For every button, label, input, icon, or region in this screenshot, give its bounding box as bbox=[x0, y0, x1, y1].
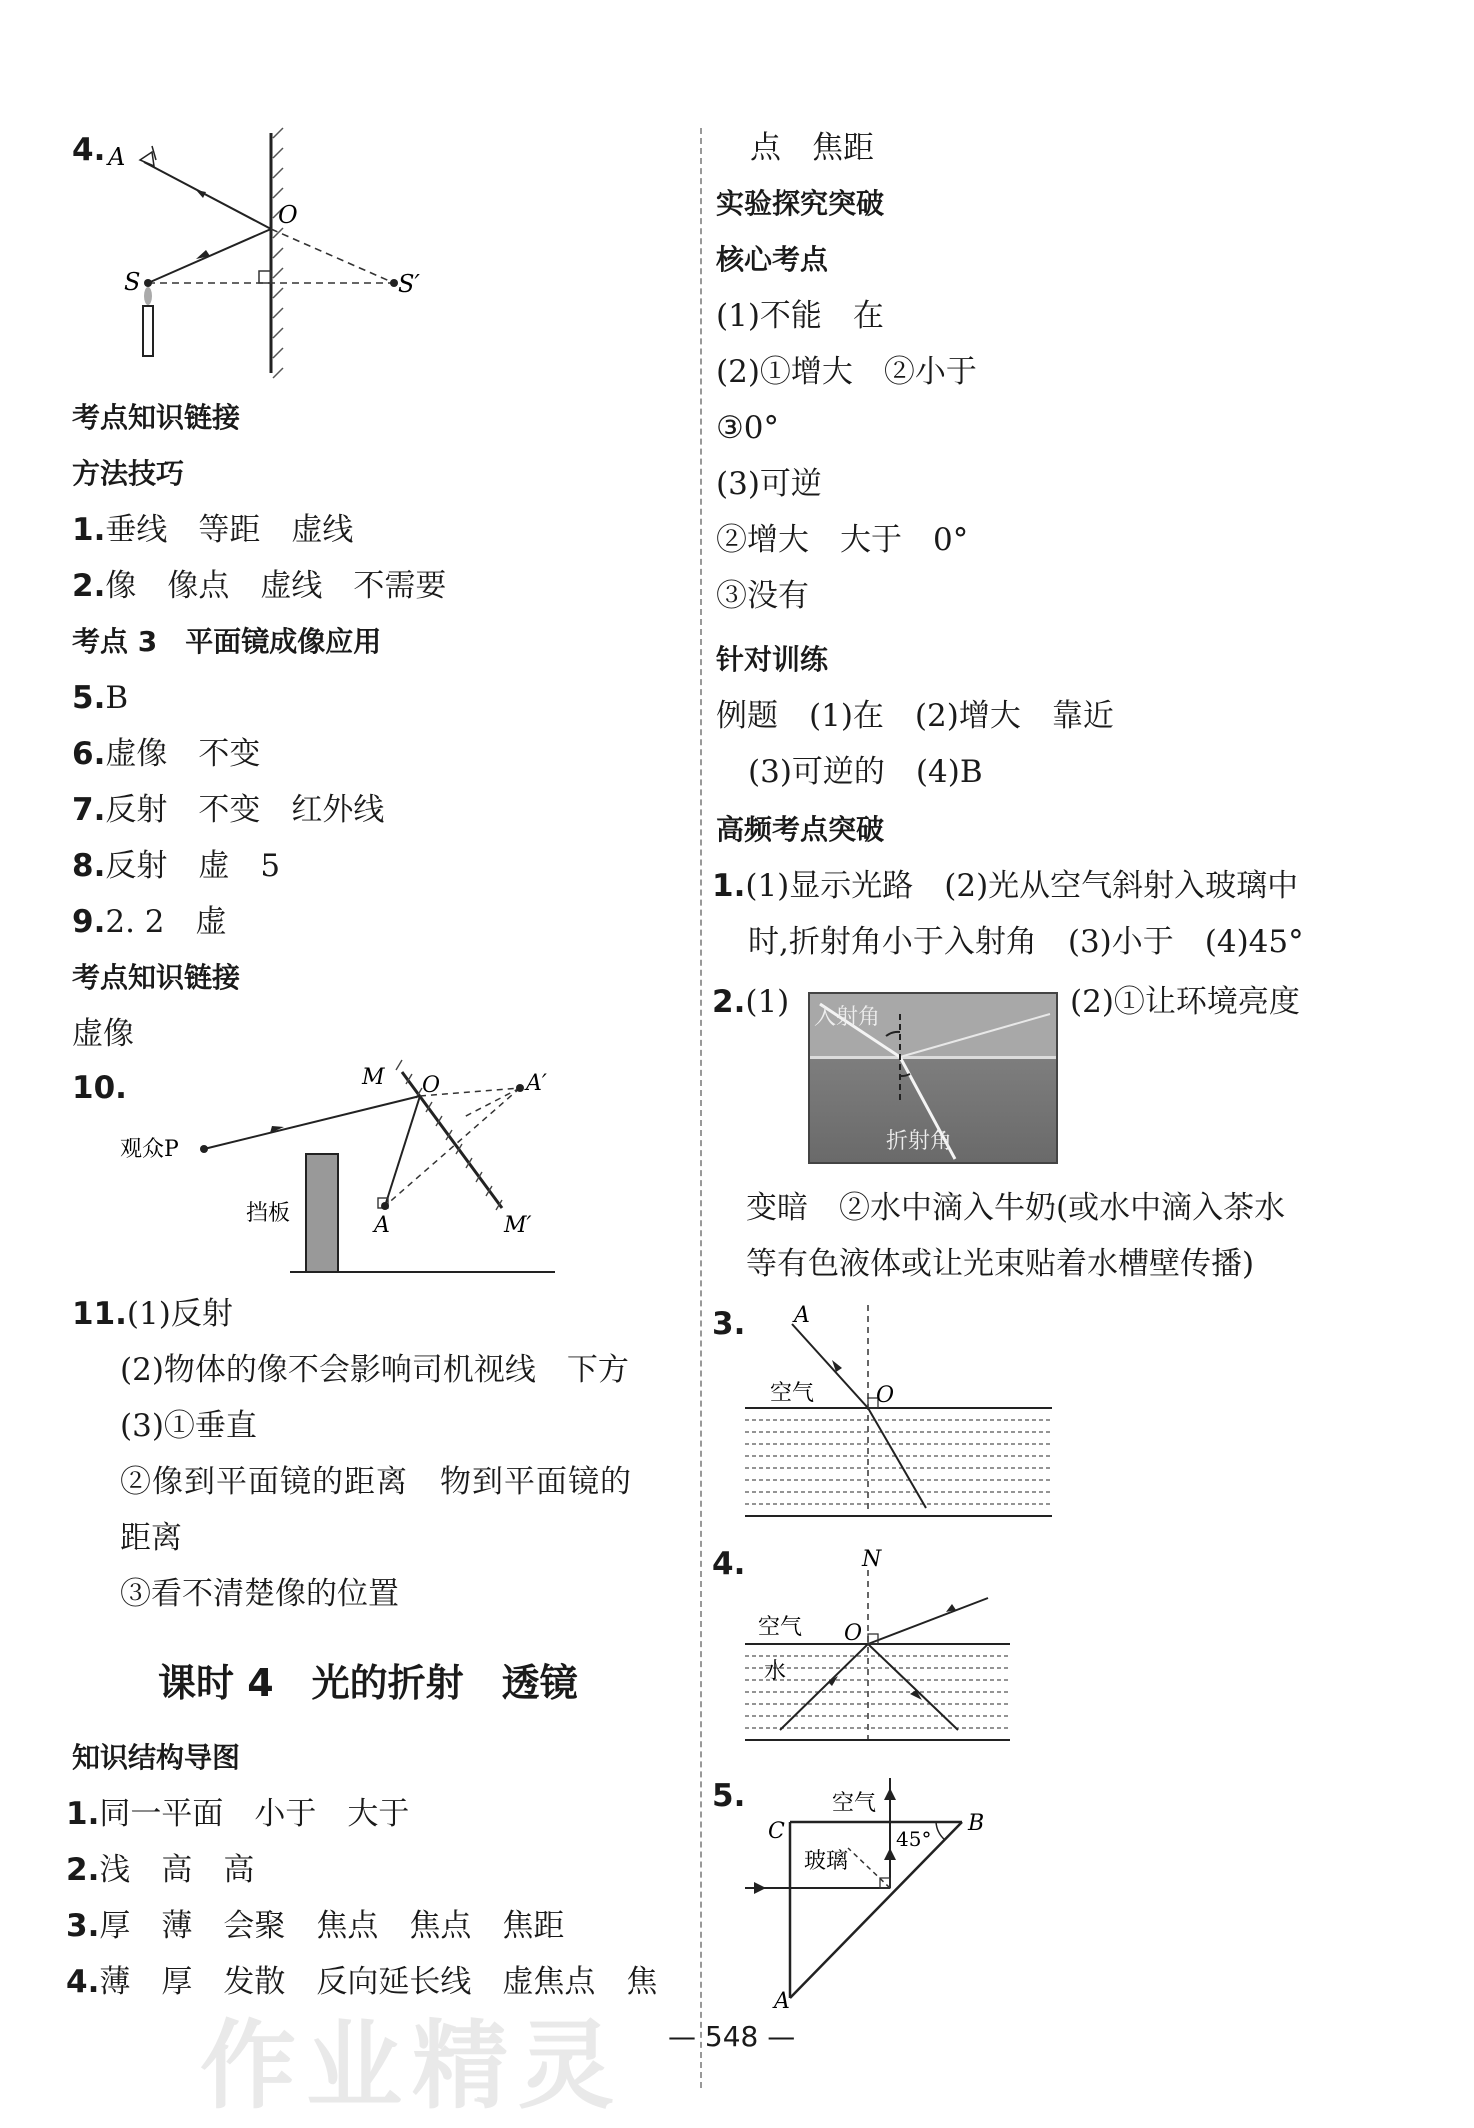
answer-example-1: 例题 (1)在 (2)增大 靠近 bbox=[716, 698, 1114, 734]
mirror-diagram-q10 bbox=[110, 1060, 570, 1280]
label-O4: O bbox=[844, 1621, 863, 1646]
column-divider bbox=[700, 128, 702, 2088]
answer-k3: 3.厚 薄 会聚 焦点 焦点 焦距 bbox=[66, 1908, 565, 1944]
label-M: M bbox=[362, 1065, 385, 1090]
answer-c3: ③0° bbox=[716, 410, 780, 446]
label-M-prime: M′ bbox=[504, 1213, 532, 1238]
label-A-prime: A′ bbox=[526, 1071, 547, 1096]
mirror-diagram-q4 bbox=[100, 128, 440, 388]
section-frequent: 高频考点突破 bbox=[716, 813, 885, 846]
answer-h2-a: 2.(1) bbox=[712, 984, 790, 1020]
prism-diagram-q5 bbox=[740, 1768, 1040, 2014]
refraction-photo bbox=[808, 992, 1058, 1164]
label-A5: A bbox=[774, 1989, 790, 2014]
label-S: S bbox=[124, 268, 141, 296]
label-air3: 空气 bbox=[770, 1381, 815, 1406]
answer-m1: 1.垂线 等距 虚线 bbox=[72, 512, 354, 548]
answer-c2: (2)①增大 ②小于 bbox=[716, 354, 977, 390]
section-experiment: 实验探究突破 bbox=[716, 187, 885, 220]
answer-11-2: (2)物体的像不会影响司机视线 下方 bbox=[120, 1352, 629, 1388]
section-topic3: 考点 3 平面镜成像应用 bbox=[72, 625, 382, 658]
q5-right-label: 5. bbox=[712, 1778, 746, 1814]
answer-k4: 4.薄 厚 发散 反向延长线 虚焦点 焦 bbox=[66, 1964, 658, 2000]
answer-c5: ②增大 大于 0° bbox=[716, 522, 969, 558]
label-glass: 玻璃 bbox=[804, 1849, 849, 1874]
label-O10: O bbox=[422, 1073, 441, 1098]
answer-8: 8.反射 虚 5 bbox=[72, 848, 281, 884]
watermark-text: 作业精灵 bbox=[200, 2010, 624, 2122]
label-O3: O bbox=[876, 1383, 895, 1408]
q3-right-label: 3. bbox=[712, 1306, 746, 1342]
answer-c6: ③没有 bbox=[716, 578, 809, 614]
page-number: — 548 — bbox=[668, 2020, 796, 2053]
answer-9: 9.2. 2 虚 bbox=[72, 904, 227, 940]
label-angle: 45° bbox=[896, 1827, 932, 1851]
label-O: O bbox=[278, 201, 298, 229]
q10-label: 10. bbox=[72, 1070, 127, 1106]
label-viewer: 观众P bbox=[120, 1137, 179, 1162]
answer-k2: 2.浅 高 高 bbox=[66, 1852, 255, 1888]
answer-m2: 2.像 像点 虚线 不需要 bbox=[72, 568, 447, 604]
answer-11-1: 11.(1)反射 bbox=[72, 1296, 233, 1332]
answer-5: 5.B bbox=[72, 680, 129, 716]
answer-c1: (1)不能 在 bbox=[716, 298, 884, 334]
answer-h2-b: (2)①让环境亮度 bbox=[1070, 984, 1300, 1020]
label-S-prime: S′ bbox=[398, 270, 420, 298]
answer-h1-a: 1.(1)显示光路 (2)光从空气斜射入玻璃中 bbox=[712, 868, 1299, 904]
label-board: 挡板 bbox=[246, 1201, 291, 1226]
answer-cont: 点 焦距 bbox=[750, 130, 874, 166]
answer-11-6: ③看不清楚像的位置 bbox=[120, 1576, 399, 1612]
section-link-2: 考点知识链接 bbox=[72, 961, 241, 994]
q4-right-label: 4. bbox=[712, 1546, 746, 1582]
answer-11-4: ②像到平面镜的距离 物到平面镜的 bbox=[120, 1464, 632, 1500]
answer-h2-d: 等有色液体或让光束贴着水槽壁传播) bbox=[746, 1246, 1255, 1282]
label-N: N bbox=[862, 1547, 882, 1572]
section-kmap: 知识结构导图 bbox=[72, 1741, 241, 1774]
label-A3: A bbox=[794, 1303, 810, 1328]
label-air4: 空气 bbox=[758, 1615, 803, 1640]
label-B: B bbox=[968, 1811, 985, 1836]
q4-label: 4. bbox=[72, 132, 106, 168]
answer-virtual: 虚像 bbox=[72, 1016, 134, 1052]
answer-k1: 1.同一平面 小于 大于 bbox=[66, 1796, 410, 1832]
answer-c4: (3)可逆 bbox=[716, 466, 822, 502]
answer-11-5: 距离 bbox=[120, 1520, 182, 1556]
section-training: 针对训练 bbox=[716, 643, 829, 676]
label-A: A bbox=[108, 143, 126, 171]
section-method: 方法技巧 bbox=[72, 457, 185, 490]
section-core: 核心考点 bbox=[716, 243, 829, 276]
answer-7: 7.反射 不变 红外线 bbox=[72, 792, 385, 828]
answer-h1-b: 时,折射角小于入射角 (3)小于 (4)45° bbox=[748, 924, 1304, 960]
refraction-diagram-q3 bbox=[740, 1300, 1060, 1530]
answer-11-3: (3)①垂直 bbox=[120, 1408, 257, 1444]
reflection-refraction-diagram-q4 bbox=[740, 1540, 1060, 1750]
section-link-1: 考点知识链接 bbox=[72, 401, 241, 434]
label-water: 水 bbox=[764, 1659, 787, 1684]
label-A10: A bbox=[374, 1213, 390, 1238]
answer-6: 6.虚像 不变 bbox=[72, 736, 261, 772]
photo-incident-label: 入射角 bbox=[814, 1005, 881, 1030]
answer-h2-c: 变暗 ②水中滴入牛奶(或水中滴入茶水 bbox=[746, 1190, 1286, 1226]
label-C: C bbox=[768, 1819, 785, 1844]
lesson-title: 课时 4 光的折射 透镜 bbox=[158, 1661, 578, 1705]
answer-example-2: (3)可逆的 (4)B bbox=[748, 754, 983, 790]
photo-refract-label: 折射角 bbox=[886, 1129, 953, 1154]
label-air5: 空气 bbox=[832, 1791, 877, 1816]
